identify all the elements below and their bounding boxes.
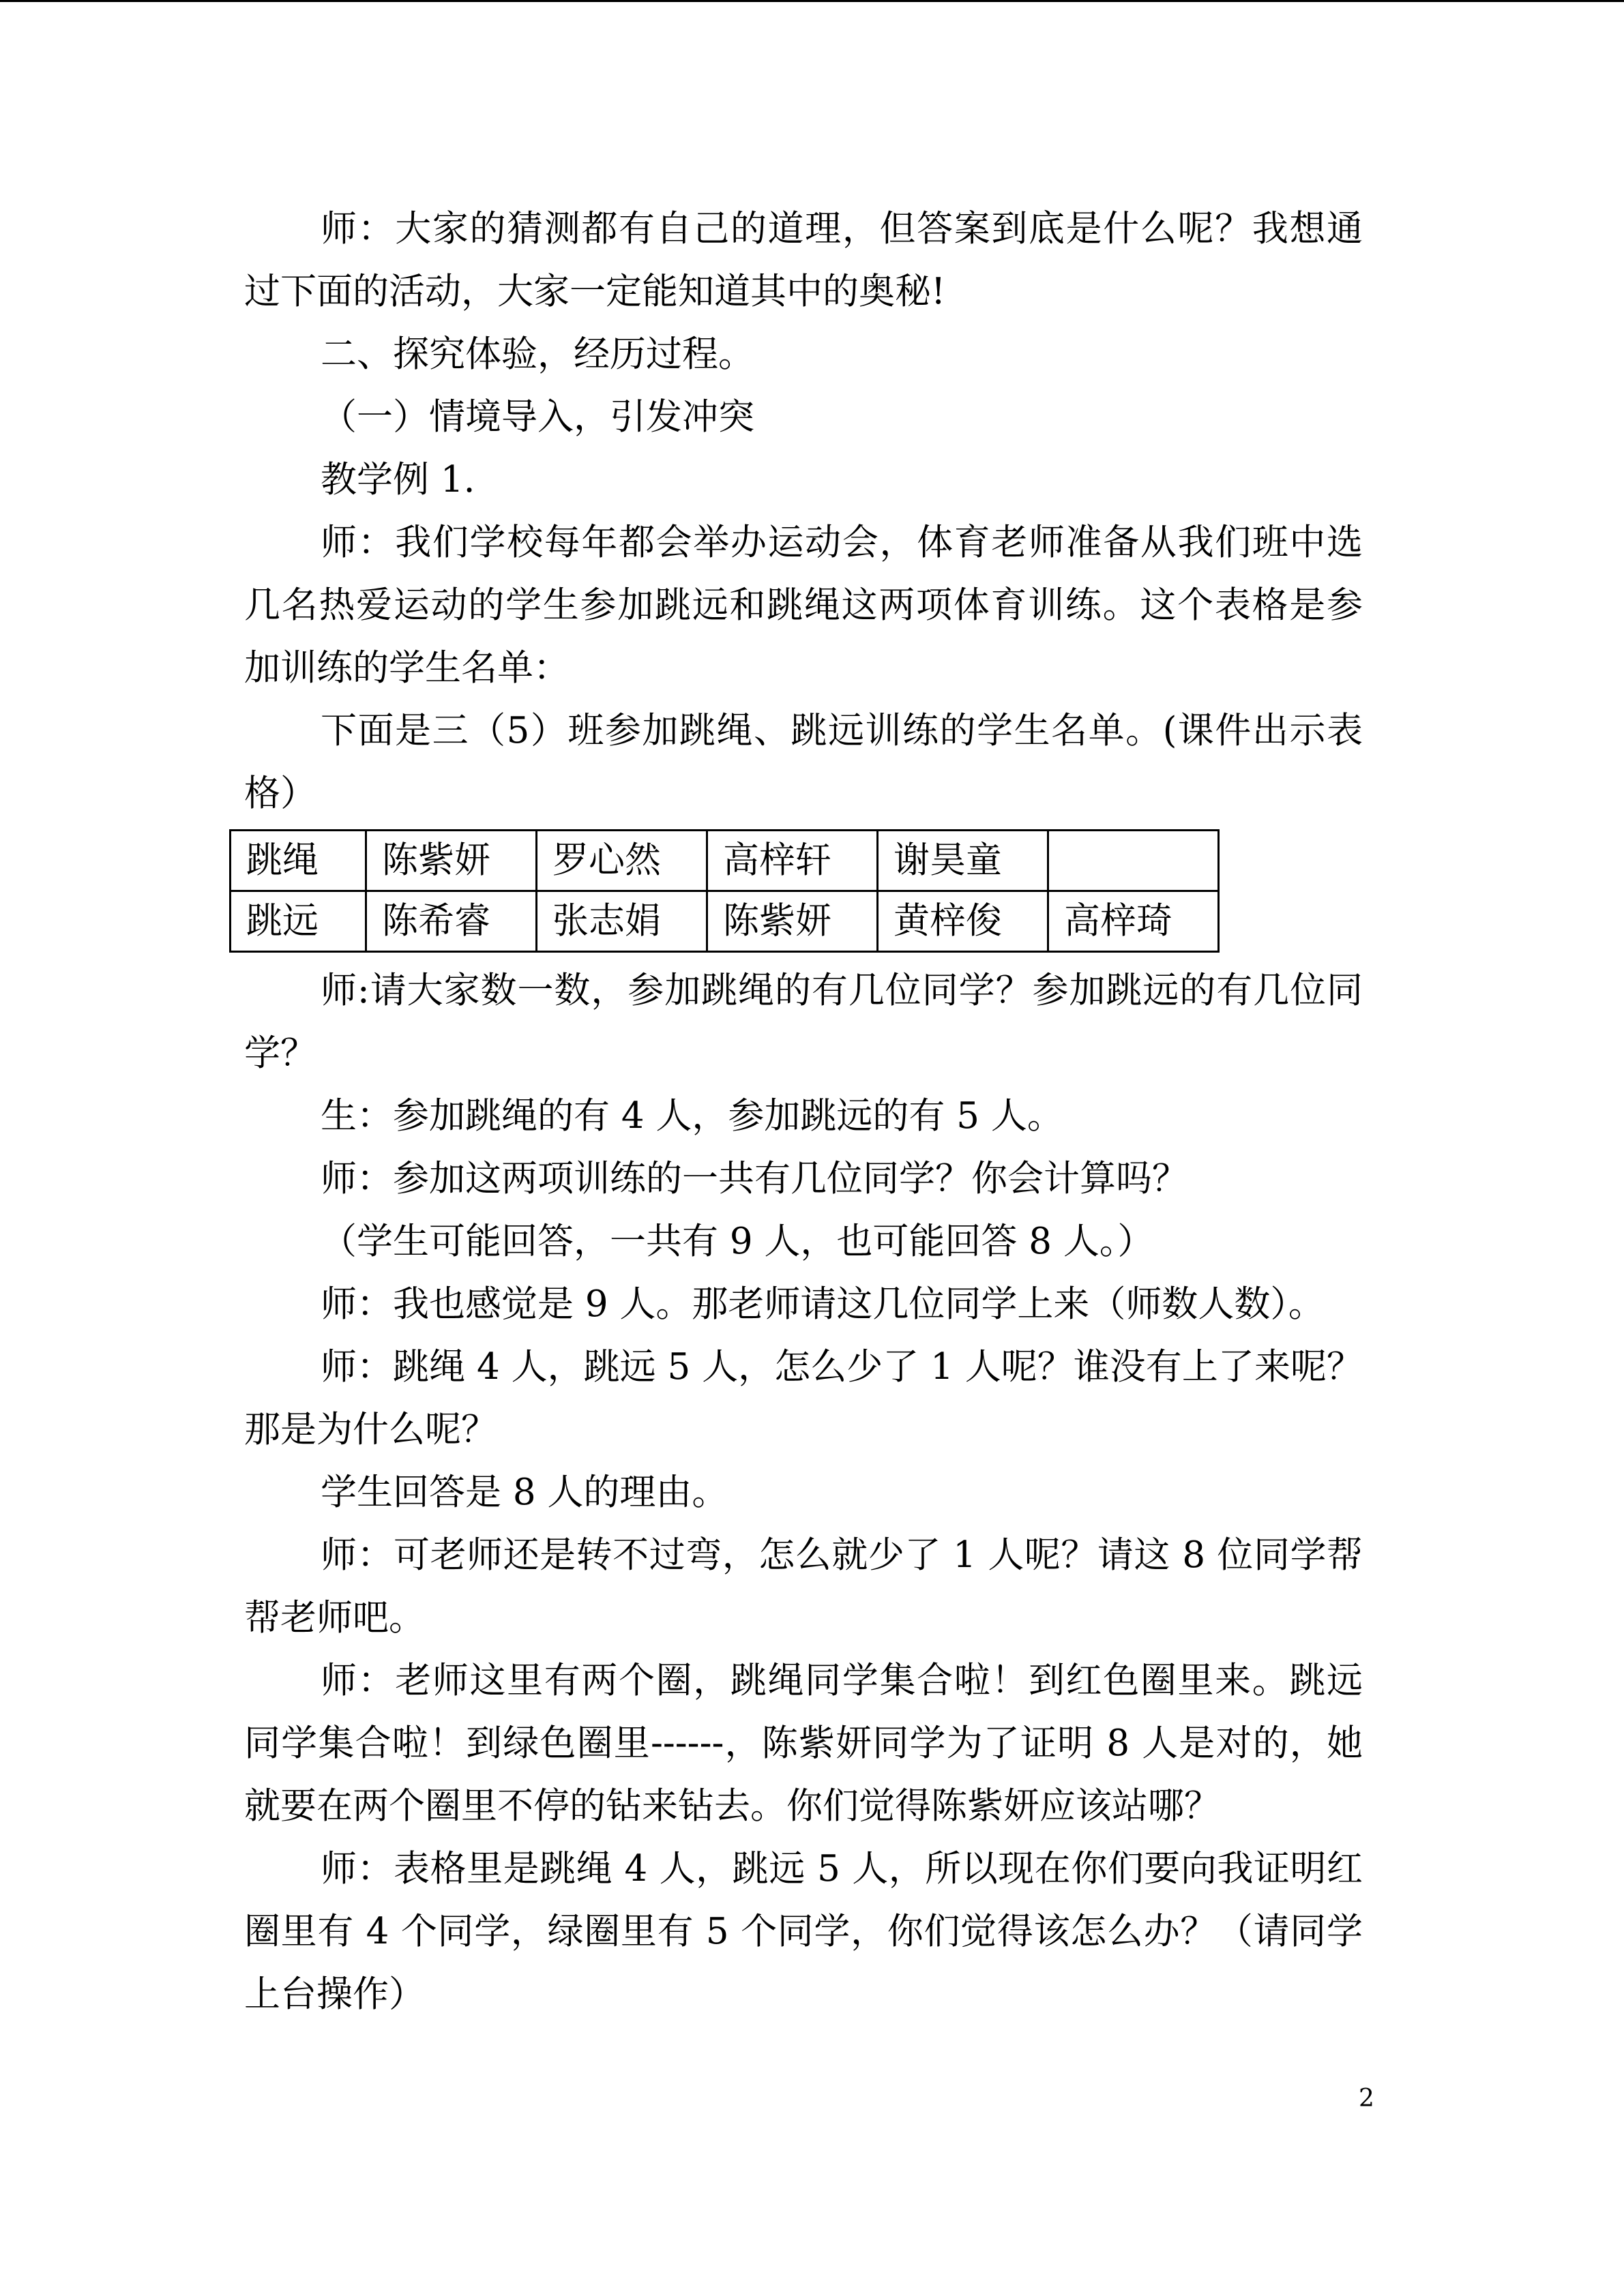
table-cell: 陈希睿 — [366, 891, 537, 952]
table-row — [231, 831, 1219, 891]
page-number: 2 — [1359, 2085, 1374, 2113]
table-row — [231, 891, 1219, 952]
paragraph: 师：表格里是跳绳 4 人，跳远 5 人，所以现在你们要向我证明红圈里有 4 个同学，绿圈里有 5 个同学，你们觉得该怎么办？（请同学上台操作） — [244, 1848, 1363, 2015]
paragraph: 师：老师这里有两个圈，跳绳同学集合啦！到红色圈里来。跳远同学集合啦！到绿色圈里------，陈紫妍同学为了证明 8 人是对的，她就要在两个圈里不停的钻来钻去。你们觉得陈紫妍应该站哪？ — [244, 1660, 1363, 1827]
table-cell: 高梓琦 — [1048, 891, 1219, 952]
table-cell: 跳远 — [231, 891, 366, 952]
paragraph: （学生可能回答，一共有 9 人，也可能回答 8 人。） — [321, 1221, 1154, 1262]
subsection-heading: （一）情境导入，引发冲突 — [321, 396, 754, 438]
paragraph: 师：大家的猜测都有自己的道理，但答案到底是什么呢？我想通过下面的活动，大家一定能知道其中的奥秘! — [244, 208, 1363, 312]
table-cell: 罗心然 — [537, 831, 707, 891]
table-cell: 陈紫妍 — [366, 831, 537, 891]
document-page — [244, 198, 1363, 2026]
table-cell: 谢昊童 — [878, 831, 1048, 891]
paragraph: 下面是三（5）班参加跳绳、跳远训练的学生名单。(课件出示表格） — [244, 710, 1363, 814]
paragraph: 师：跳绳 4 人，跳远 5 人，怎么少了 1 人呢？谁没有上了来呢？那是为什么呢？ — [244, 1346, 1363, 1450]
paragraph: 师：我们学校每年都会举办运动会，体育老师准备从我们班中选几名热爱运动的学生参加跳远和跳绳这两项体育训练。这个表格是参加训练的学生名单： — [244, 522, 1363, 689]
paragraph: 师：我也感觉是 9 人。那老师请这几位同学上来（师数人数）。 — [321, 1283, 1325, 1325]
table-cell: 跳绳 — [231, 831, 366, 891]
table-cell: 高梓轩 — [707, 831, 878, 891]
table-cell: 张志娟 — [537, 891, 707, 952]
paragraph: 师：参加这两项训练的一共有几位同学？你会计算吗？ — [321, 1158, 1188, 1199]
paragraph: 师:请大家数一数，参加跳绳的有几位同学？参加跳远的有几位同学？ — [244, 970, 1363, 1074]
table-cell — [1048, 831, 1219, 891]
paragraph: 教学例 1. — [321, 459, 475, 501]
paragraph: 生：参加跳绳的有 4 人，参加跳远的有 5 人。 — [321, 1095, 1063, 1137]
paragraph: 师：可老师还是转不过弯，怎么就少了 1 人呢？请这 8 位同学帮帮老师吧。 — [244, 1534, 1363, 1639]
paragraph: 学生回答是 8 人的理由。 — [321, 1472, 728, 1513]
student-list-table — [229, 829, 1220, 953]
table-cell: 陈紫妍 — [707, 891, 878, 952]
section-heading: 二、探究体验，经历过程。 — [321, 333, 754, 375]
top-border-line — [0, 0, 1624, 2]
table-cell: 黄梓俊 — [878, 891, 1048, 952]
